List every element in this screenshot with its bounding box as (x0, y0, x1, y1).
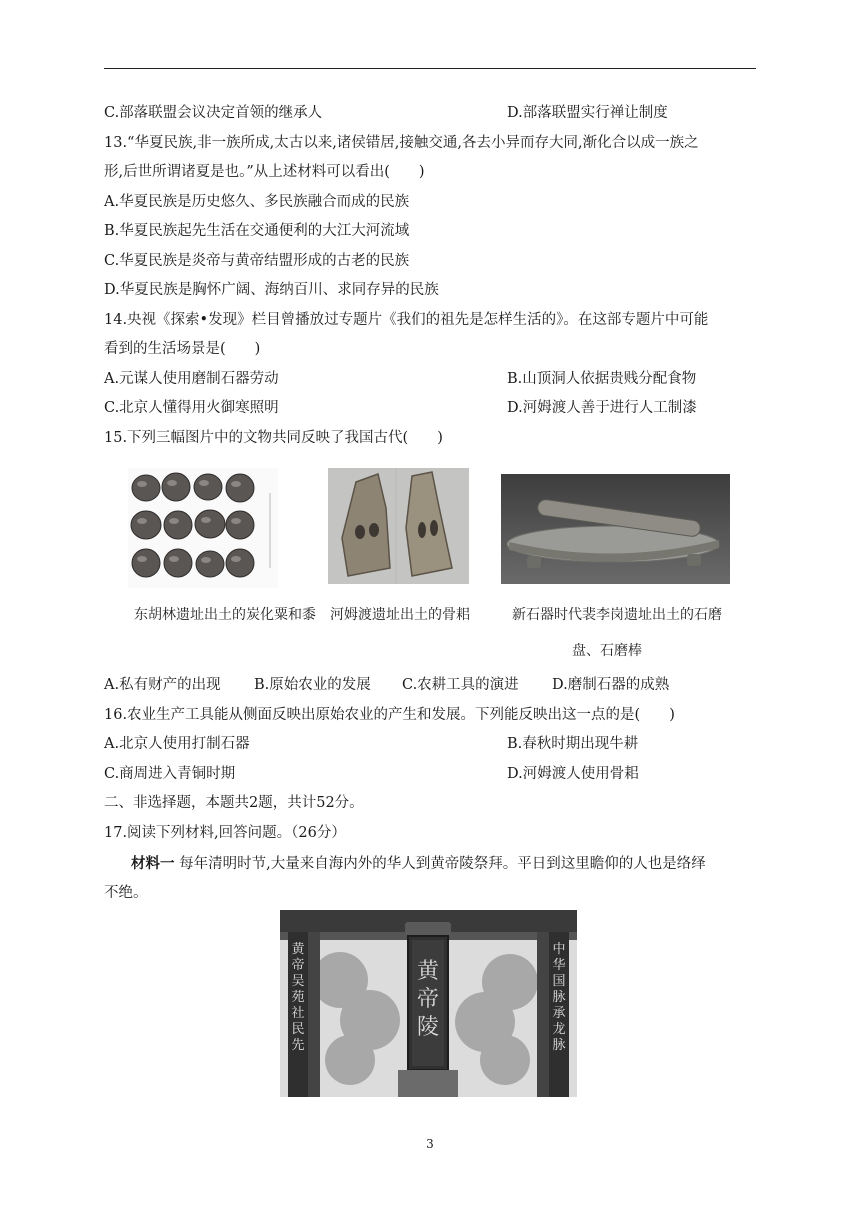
q15-option-c: C.农耕工具的演进 (402, 677, 519, 693)
q12-options (104, 104, 668, 122)
q16-options-ab (104, 735, 639, 753)
mausoleum-couplet-left: 黄帝吴苑社民先 (291, 942, 305, 1053)
q16-options-cd (104, 765, 639, 783)
photo3-caption-line1: 新石器时代裴李岗遗址出土的石磨 (512, 607, 722, 623)
q15-stem: 15.下列三幅图片中的文物共同反映了我国古代( ) (104, 430, 443, 446)
q14-option-b: B.山顶洞人依据贵贱分配食物 (507, 371, 697, 387)
q13-option-c: C.华夏民族是炎帝与黄帝结盟形成的古老的民族 (104, 253, 410, 269)
q12-option-d: D.部落联盟实行禅让制度 (507, 105, 668, 121)
q16-option-d: D.河姆渡人使用骨耜 (507, 766, 639, 782)
huangdi-mausoleum-photo (280, 910, 577, 1097)
q13-stem-line2: 形,后世所谓诸夏是也。”从上述材料可以看出( ) (104, 164, 425, 180)
q14-options-cd (104, 399, 697, 417)
q16-option-a: A.北京人使用打制石器 (104, 736, 250, 752)
mausoleum-couplet-right: 中华国脉承龙脉 (552, 942, 566, 1053)
q13-stem-line1: 13.“华夏民族,非一族所成,太古以来,诸侯错居,接触交通,各去小异而存大同,渐化合以成一族之 (104, 135, 699, 151)
material1-line2: 不绝。 (104, 885, 148, 901)
q15-option-d: D.磨制石器的成熟 (552, 677, 670, 693)
q14-option-d: D.河姆渡人善于进行人工制漆 (507, 400, 697, 416)
q15-option-a: A.私有财产的出现 (104, 677, 221, 693)
q12-option-c: C.部落联盟会议决定首领的继承人 (104, 105, 323, 121)
header-rule (104, 68, 756, 69)
photo3-caption-line2: 盘、石磨棒 (572, 643, 642, 659)
q16-option-c: C.商周进入青铜时期 (104, 766, 236, 782)
q14-stem-line2: 看到的生活场景是( ) (104, 341, 261, 357)
q17-stem: 17.阅读下列材料,回答问题。（26分） (104, 825, 346, 841)
q16-stem: 16.农业生产工具能从侧面反映出原始农业的产生和发展。下列能反映出这一点的是( ) (104, 707, 675, 723)
material1-label: 材料一 (131, 855, 175, 872)
q14-stem-line1: 14.央视《探索•发现》栏目曾播放过专题片《我们的祖先是怎样生活的》。在这部专题片中可能 (104, 312, 709, 328)
mausoleum-plaque-text: 黄帝陵 (416, 959, 439, 1040)
q14-option-c: C.北京人懂得用火御寒照明 (104, 400, 279, 416)
q14-options-ab (104, 370, 697, 388)
q15-options (104, 676, 756, 694)
grinding-slab-photo (501, 474, 730, 584)
q13-option-b: B.华夏民族起先生活在交通便利的大江大河流域 (104, 223, 410, 239)
material1-line1 (131, 855, 706, 873)
photo2-caption: 河姆渡遗址出土的骨耜 (330, 607, 470, 623)
photo1-caption: 东胡林遗址出土的炭化粟和黍 (134, 607, 316, 623)
page-number: 3 (426, 1137, 434, 1151)
q16-option-b: B.春秋时期出现牛耕 (507, 736, 639, 752)
q15-option-b: B.原始农业的发展 (254, 677, 371, 693)
charred-millet-photo (128, 468, 278, 588)
section-two-heading: 二、非选择题，本题共2题，共计52分。 (104, 795, 364, 811)
material1-text: 每年清明时节,大量来自海内外的华人到黄帝陵祭拜。平日到这里瞻仰的人也是络绎 (174, 856, 706, 872)
bone-spade-photo (328, 468, 469, 584)
q13-option-a: A.华夏民族是历史悠久、多民族融合而成的民族 (104, 194, 410, 210)
q13-option-d: D.华夏民族是胸怀广阔、海纳百川、求同存异的民族 (104, 282, 439, 298)
q14-option-a: A.元谋人使用磨制石器劳动 (104, 371, 279, 387)
